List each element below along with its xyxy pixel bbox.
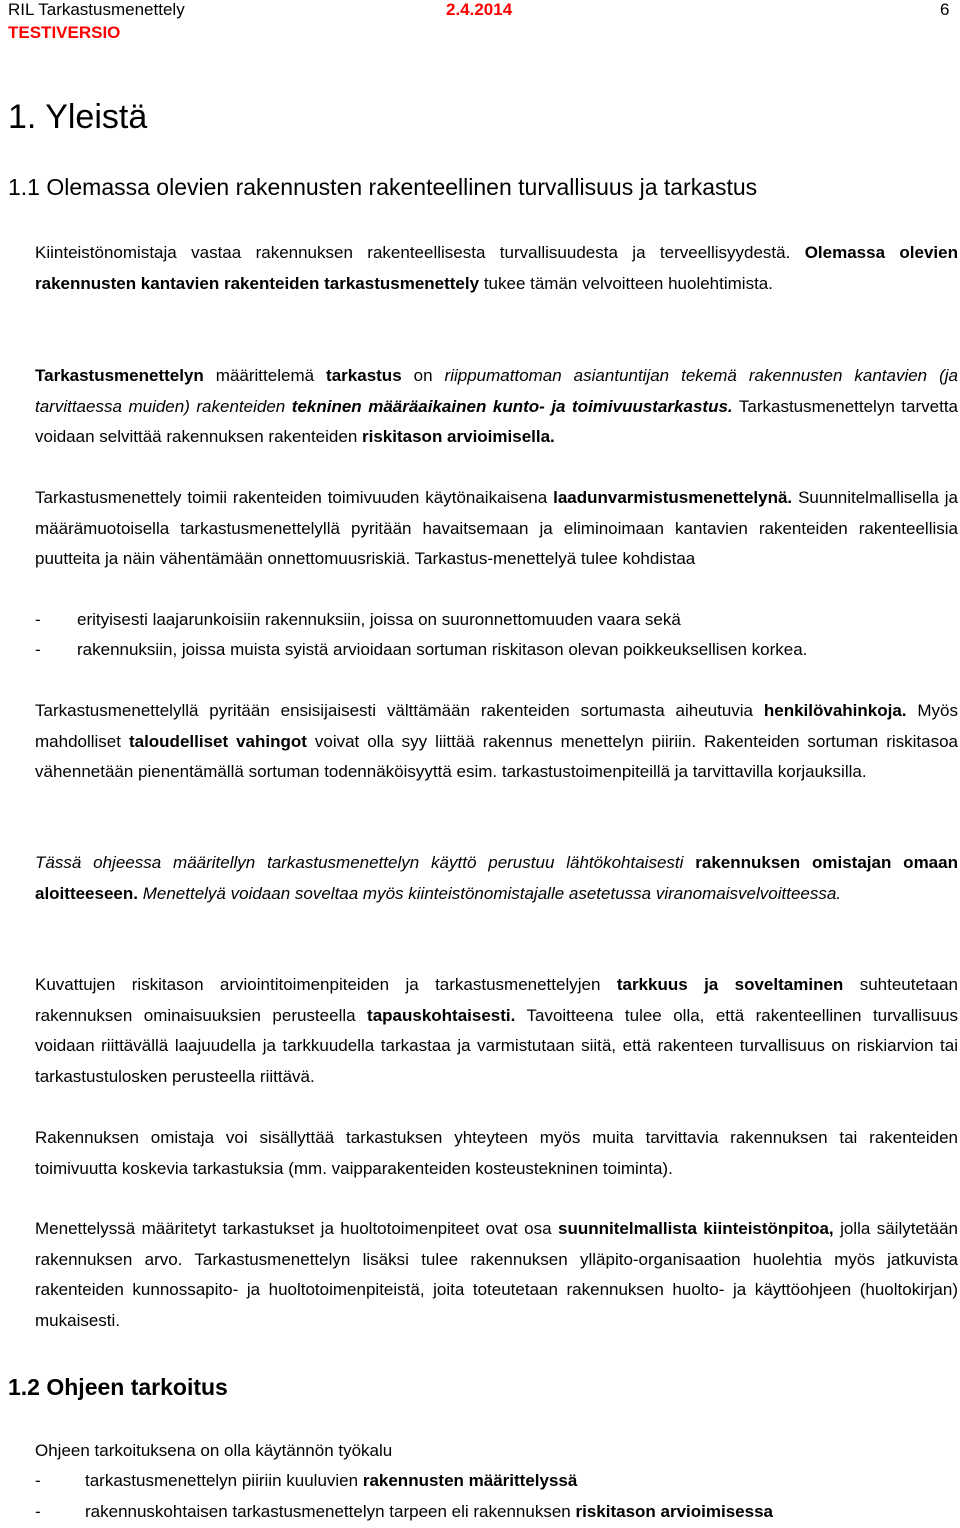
p2-italic-e: riippumattoman asiantuntijan tekemä rakennusten kantavien (ja tarvittaessa muiden) rakenteiden — [35, 366, 958, 416]
p8-text-a: Menettelyssä määritetyt tarkastukset ja huoltotoimenpiteet ovat osa — [35, 1219, 552, 1238]
p2-bold-h: riskitason arvioimisella. — [362, 427, 555, 446]
version-label: TESTIVERSIO — [8, 23, 121, 42]
list-marker: - — [35, 610, 41, 629]
list-item-text — [85, 1466, 577, 1497]
paragraph-2 — [35, 361, 958, 453]
page-number: 6 — [940, 0, 950, 19]
p8-bold-b: suunnitelmallista kiinteistönpitoa, — [558, 1219, 834, 1238]
heading-yleista: 1. Yleistä — [8, 98, 148, 136]
p6-text-a: Kuvattujen riskitason arviointitoimenpiteiden ja tarkastusmenettelyjen — [35, 975, 601, 994]
p3-bold-b: laadunvarmistusmenettelynä. — [553, 488, 793, 507]
p1-text-a: Kiinteistönomistaja vastaa rakennuksen rakenteellisesta turvallisuudesta ja terveellisyydestä. — [35, 243, 791, 262]
list-marker: - — [35, 1502, 41, 1521]
p4-text-e: voivat olla syy liittää rakennus menettelyn piiriin. Rakenteiden sortuman riskitasoa vähennetään pienentämällä sortuman todennäköisyyttä esim. tarkastustoimenpiteillä ja tarvittavilla korjauksilla. — [35, 731, 959, 781]
p6-bold-d: tapauskohtaisesti. — [367, 1005, 516, 1025]
p6-bold-b: tarkkuus ja soveltaminen — [616, 975, 844, 994]
p4-bold-b: henkilövahinkoja. — [763, 701, 907, 720]
p9-item2-text: rakennuskohtaisen tarkastusmenettelyn tarpeen eli rakennuksen — [85, 1502, 571, 1521]
p9-item1-text: tarkastusmenettelyn piiriin kuuluvien — [85, 1471, 359, 1490]
list-item-text: rakennuksiin, joissa muista syistä arvioidaan sortuman riskitason olevan poikkeuksellisen korkea. — [77, 640, 808, 659]
p2-text-g: Tarkastusmenettelyn tarvetta voidaan selvittää rakennuksen rakenteiden — [35, 396, 959, 446]
paragraph-3 — [35, 483, 958, 575]
p2-text-d: on — [413, 366, 433, 385]
p5-italic-a: Tässä ohjeessa määritellyn tarkastusmenettelyn käyttö perustuu lähtökohtaisesti — [35, 853, 684, 872]
heading-section-1-2: 1.2 Ohjeen tarkoitus — [8, 1374, 228, 1400]
paragraph-5 — [35, 848, 958, 909]
p2-bold-c: tarkastus — [326, 366, 402, 385]
p6-text-c: suhteutetaan rakennuksen ominaisuuksien perusteella — [35, 975, 958, 1025]
p6-text-e: Tavoitteena tulee olla, että rakenteellinen turvallisuus voidaan riittävällä laajuudella ja tarkkuudella tarkastaa ja varmistutaan siitä, että rakenteen turvallisuus on riskiarvion tai tarkastustulosken perusteella riittävä. — [35, 1005, 958, 1086]
p2-bold-a: Tarkastusmenettelyn — [35, 366, 204, 385]
p4-text-a: Tarkastusmenettelyllä pyritään ensisijaisesti välttämään rakenteiden sortumasta aiheutuvia — [35, 701, 754, 720]
list-marker: - — [35, 640, 41, 659]
paragraph-6 — [35, 970, 958, 1092]
p8-text-c: jolla säilytetään rakennuksen arvo. Tarkastusmenettelyn lisäksi tulee rakennuksen ylläpito-organisaation huolehtia myös jatkuvista rakenteiden kunnossapito- ja huoltotoimenpiteistä, joita toteutetaan rakennuksen huolto- ja käyttöohjeen (huoltokirjan) mukaisesti. — [35, 1219, 958, 1330]
p5-italic-c: Menettelyä voidaan soveltaa myös kiinteistönomistajalle asetetussa viranomaisvelvoitteessa. — [142, 883, 842, 903]
list-item-text: erityisesti laajarunkoisiin rakennuksiin, joissa on suuronnettomuuden vaara sekä — [77, 610, 681, 629]
paragraph-4 — [35, 696, 958, 788]
p3-text-c: Suunnitelmallisella ja määrämuotoisella tarkastusmenettelyllä pyritään havaitsemaan ja eliminoimaan kantavien rakenteiden rakenteellisia puutteita ja näin vähentämään onnettomuusriskiä. Tarkastus-menettelyä tulee kohdistaa — [35, 488, 959, 568]
heading-section-1-1: 1.1 Olemassa olevien rakennusten rakenteellinen turvallisuus ja tarkastus — [8, 174, 758, 200]
list-marker: - — [35, 1471, 41, 1490]
p1-bold: Olemassa olevien rakennusten kantavien rakenteiden tarkastusmenettely — [35, 243, 958, 293]
p3-text-a: Tarkastusmenettely toimii rakenteiden toimivuuden käytönaikaisena — [35, 488, 548, 507]
p2-text-b: määrittelemä — [215, 366, 315, 385]
p9-item1-bold: rakennusten määrittelyssä — [362, 1471, 578, 1490]
paragraph-8 — [35, 1214, 958, 1336]
p4-text-c: Myös mahdolliset — [35, 701, 958, 751]
p1-text-c: tukee tämän velvoitteen huolehtimista. — [483, 273, 773, 293]
p4-bold-d: taloudelliset vahingot — [128, 731, 307, 751]
p5-bold-b: rakennuksen omistajan omaan aloitteeseen. — [35, 853, 958, 903]
p2-bold-italic-f: tekninen määräaikainen kunto- ja toimivuustarkastus. — [291, 396, 733, 416]
paragraph-7: Rakennuksen omistaja voi sisällyttää tarkastuksen yhteyteen myös muita tarvittavia rakennuksen tai rakenteiden toimivuutta koskevia tarkastuksia (mm. vaipparakenteiden kosteustekninen toiminta). — [35, 1128, 958, 1178]
paragraph-9-intro: Ohjeen tarkoituksena on olla käytännön työkalu — [35, 1441, 393, 1460]
p9-item2-bold: riskitason arvioimisessa — [575, 1502, 773, 1521]
doc-date: 2.4.2014 — [446, 0, 513, 19]
doc-title: RIL Tarkastusmenettely — [8, 0, 185, 19]
paragraph-1 — [35, 238, 958, 299]
list-item-text — [85, 1497, 773, 1528]
